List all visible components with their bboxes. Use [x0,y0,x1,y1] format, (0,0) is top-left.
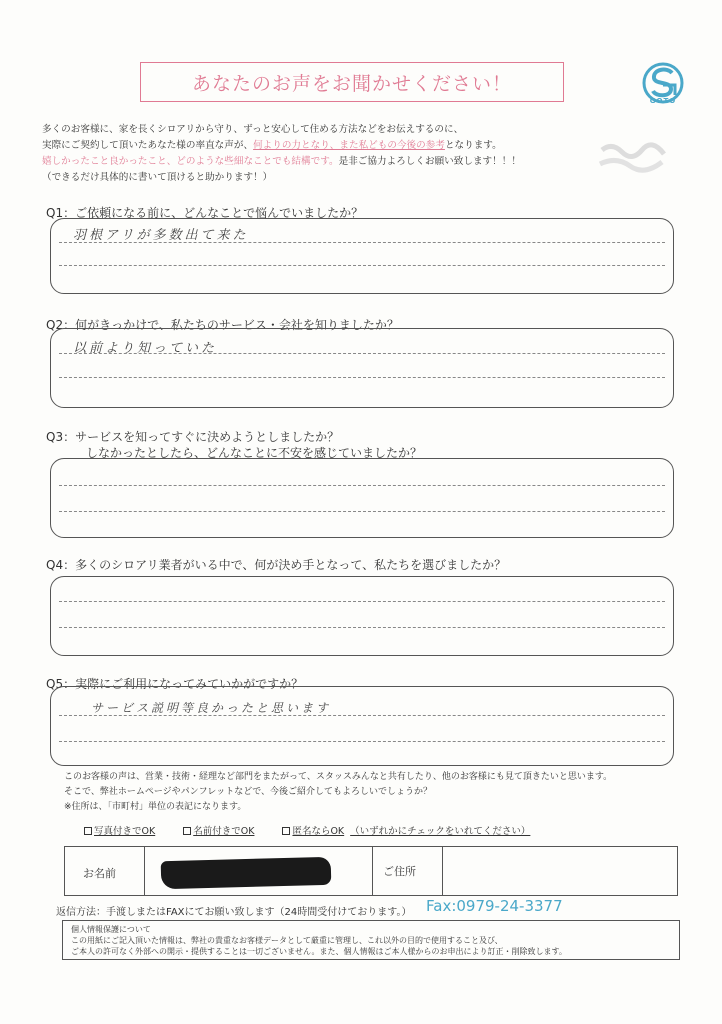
form-title-box [140,62,564,102]
intro-line-2 [42,138,642,154]
q3-answer-box[interactable] [50,458,674,538]
answer-line [59,627,665,628]
answer-line [59,511,665,512]
q1-answer-text: 羽根アリが多数出て来た [73,228,249,243]
intro-line-1: 多くのお客様に、家を長くシロアリから守り、ずっと安心して住める方法などをお伝えするのに、 [42,124,464,135]
checkbox-icon[interactable] [183,827,191,835]
check-photo[interactable] [84,823,155,837]
q2-answer-text: 以前より知っていた [73,341,218,356]
check-anon[interactable] [282,823,530,837]
answer-line [59,741,665,742]
intro-line-3 [42,154,642,170]
name-address-table [64,846,678,896]
intro-line-3-a: 嬉しかったこと良かったこと、どのような些細なことでも結構です。 [42,156,339,167]
q5-answer-text: サービス説明等良かったと思います [91,701,332,715]
privacy-heading: 個人情報保護について [71,925,151,934]
logo-text: GOTO [649,97,677,105]
q3-label-2: しなかったとしたら、どんなことに不安を感じていましたか？ [86,446,423,460]
q2-label: Q2：何がきっかけで、私たちのサービス・会社を知りましたか？ [46,318,399,332]
intro-line-2-a: 実際にご契約して頂いたあなた様の率直な声が、 [42,140,254,151]
q2-answer-box[interactable] [50,328,674,408]
notice-line-1: このお客様の声は、営業・技術・経理など部門をまたがって、スタッスみんなと共有したり、他のお客様にも見て頂きたいと思います。 [64,772,613,782]
consent-checkboxes [84,823,530,837]
checkbox-icon[interactable] [84,827,92,835]
return-method: 返信方法：手渡しまたはFAXにてお願い致します（24時間受付けております。） [56,907,412,918]
check-hint: （いずれかにチェックをいれてください） [350,826,531,837]
fax-number: Fax:0979-24-3377 [426,897,563,915]
notice-line-3: ※住所は、「市町村」単位の表記になります。 [64,802,247,812]
q1-answer-box[interactable] [50,218,674,294]
intro-line-2-c: となります。 [444,140,502,151]
answer-line [59,601,665,602]
intro-line-4: （できるだけ具体的に書いて頂けると助かります！） [42,172,273,183]
privacy-line-2: この用紙にご記入頂いた情報は、弊社の貴重なお客様データとして厳重に管理し、これ以外の目的で使用すること及び、 [71,936,503,945]
q5-label: Q5：実際にご利用になってみていかがですか？ [46,677,304,691]
intro-line-2-highlight: 何よりの力となり、また私どもの今後の参考 [253,140,445,151]
redacted-name [161,857,332,889]
checkbox-icon[interactable] [282,827,290,835]
intro-line-3-b: 是非ご協力よろしくお願い致します！！！ [338,156,521,167]
intro-text [42,122,642,186]
check-anon-label: 匿名ならOK [292,826,345,837]
check-name-label: 名前付きでOK [193,826,255,837]
publication-notice [64,770,694,815]
privacy-line-3: ご本人の許可なく外部への開示・提供することは一切ございません。また、個人情報はご本人様からのお申出により訂正・削除致します。 [71,947,567,956]
name-label: お名前 [83,867,116,880]
address-label: ご住所 [383,865,416,878]
answer-line [59,265,665,266]
check-photo-label: 写真付きでOK [94,826,156,837]
form-title: あなたのお声をお聞かせください！ [191,72,512,95]
q4-label: Q4：多くのシロアリ業者がいる中で、何が決め手となって、私たちを選びましたか？ [46,558,507,572]
answer-line [59,485,665,486]
notice-line-2: そこで、弊社ホームページやパンフレットなどで、今後ご紹介してもよろしいでしょうか？ [64,787,433,797]
q5-answer-box[interactable] [50,686,674,766]
answer-line [59,377,665,378]
q4-answer-box[interactable] [50,576,674,656]
q3-label: Q3：サービスを知ってすぐに決めようとしましたか？ [46,430,340,444]
check-name[interactable] [183,823,254,837]
privacy-box [62,920,680,960]
q1-label: Q1：ご依頼になる前に、どんなことで悩んでいましたか？ [46,206,364,220]
